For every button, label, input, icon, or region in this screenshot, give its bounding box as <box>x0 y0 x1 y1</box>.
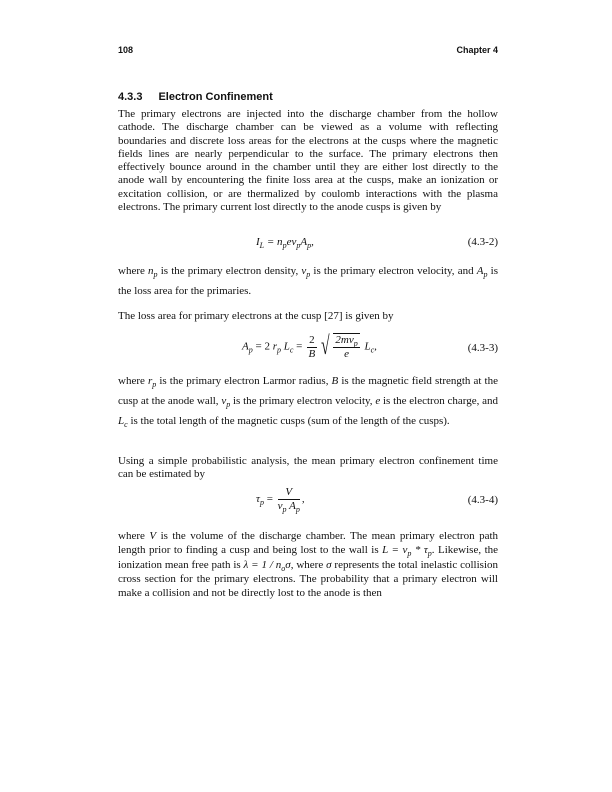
equation-body: $I_L = n_pev_pA_p$, <box>256 236 314 250</box>
paragraph-probabilistic: Using a simple probabilistic analysis, the mean primary electron confinement time can be estimated by <box>118 455 498 481</box>
paragraph-where-v: where V is the volume of the discharge chamber. The mean primary electron path length prior to finding a cusp and being lost to the wall is $L = v_p * \tau_p$. Likewise, the ionization mean free path is $\lambda = 1 / n_o\sigma$, where σ represents the total inelastic collision cross section for the primary electrons. The probability that a primary electron will make a collision and not be directly lost to the anode is then <box>118 530 499 600</box>
paragraph-loss-area: The loss area for primary electrons at the cusp [27] is given by <box>118 310 394 322</box>
paragraph-intro: The primary electrons are injected into the discharge chamber from the hollow cathode. The discharge chamber can be viewed as a volume with reflecting boundaries and discrete loss areas for the electrons at the cusps where the magnetic fields lines are nearly perpendicular to the surface. The primary electrons then effectively bounce around in the chamber until they are either lost directly to the anode wall by encountering the finite loss area at the cusps, make an ionization or excitation collision, or are thermalized by coulomb interactions with the plasma electrons. The primary current lost directly to the anode cusps is given by <box>118 108 498 214</box>
paragraph-where-rp: where $r_p$ is the primary electron Larmor radius, B is the magnetic field strength at the cusp at the anode wall, $v_p$ is the primary electron velocity, e is the electron charge, and $L_c$ is the total length of the magnetic cusps (sum of the length of the cusps). <box>118 375 498 429</box>
square-root: √ $\frac{2mv_p}{e}$ <box>321 331 358 360</box>
paragraph-where-np: where $n_p$ is the primary electron density, $v_p$ is the primary electron velocity, and $A_p$ is the loss area for the primaries. <box>118 265 498 297</box>
section-title: Electron Confinement <box>158 91 273 103</box>
equation-number: (4.3-2) <box>467 236 498 248</box>
equation-4-3-3 <box>118 333 498 369</box>
equation-4-3-4 <box>118 486 498 522</box>
equation-body: $\tau_p$ = $\frac{V}{v_p A_p}$ , <box>256 486 305 514</box>
section-heading <box>118 91 273 103</box>
equation-number: (4.3-4) <box>467 494 498 506</box>
page-number: 108 <box>118 45 134 55</box>
section-number: 4.3.3 <box>118 91 143 103</box>
running-header-chapter: Chapter 4 <box>456 45 498 55</box>
equation-body: $A_p = 2$ $r_p$ $L_c$ = $\frac{2}{B}$ √ $\frac{2mv_p}{e}$ $L_c$, <box>242 331 377 360</box>
equation-number: (4.3-3) <box>467 342 498 354</box>
